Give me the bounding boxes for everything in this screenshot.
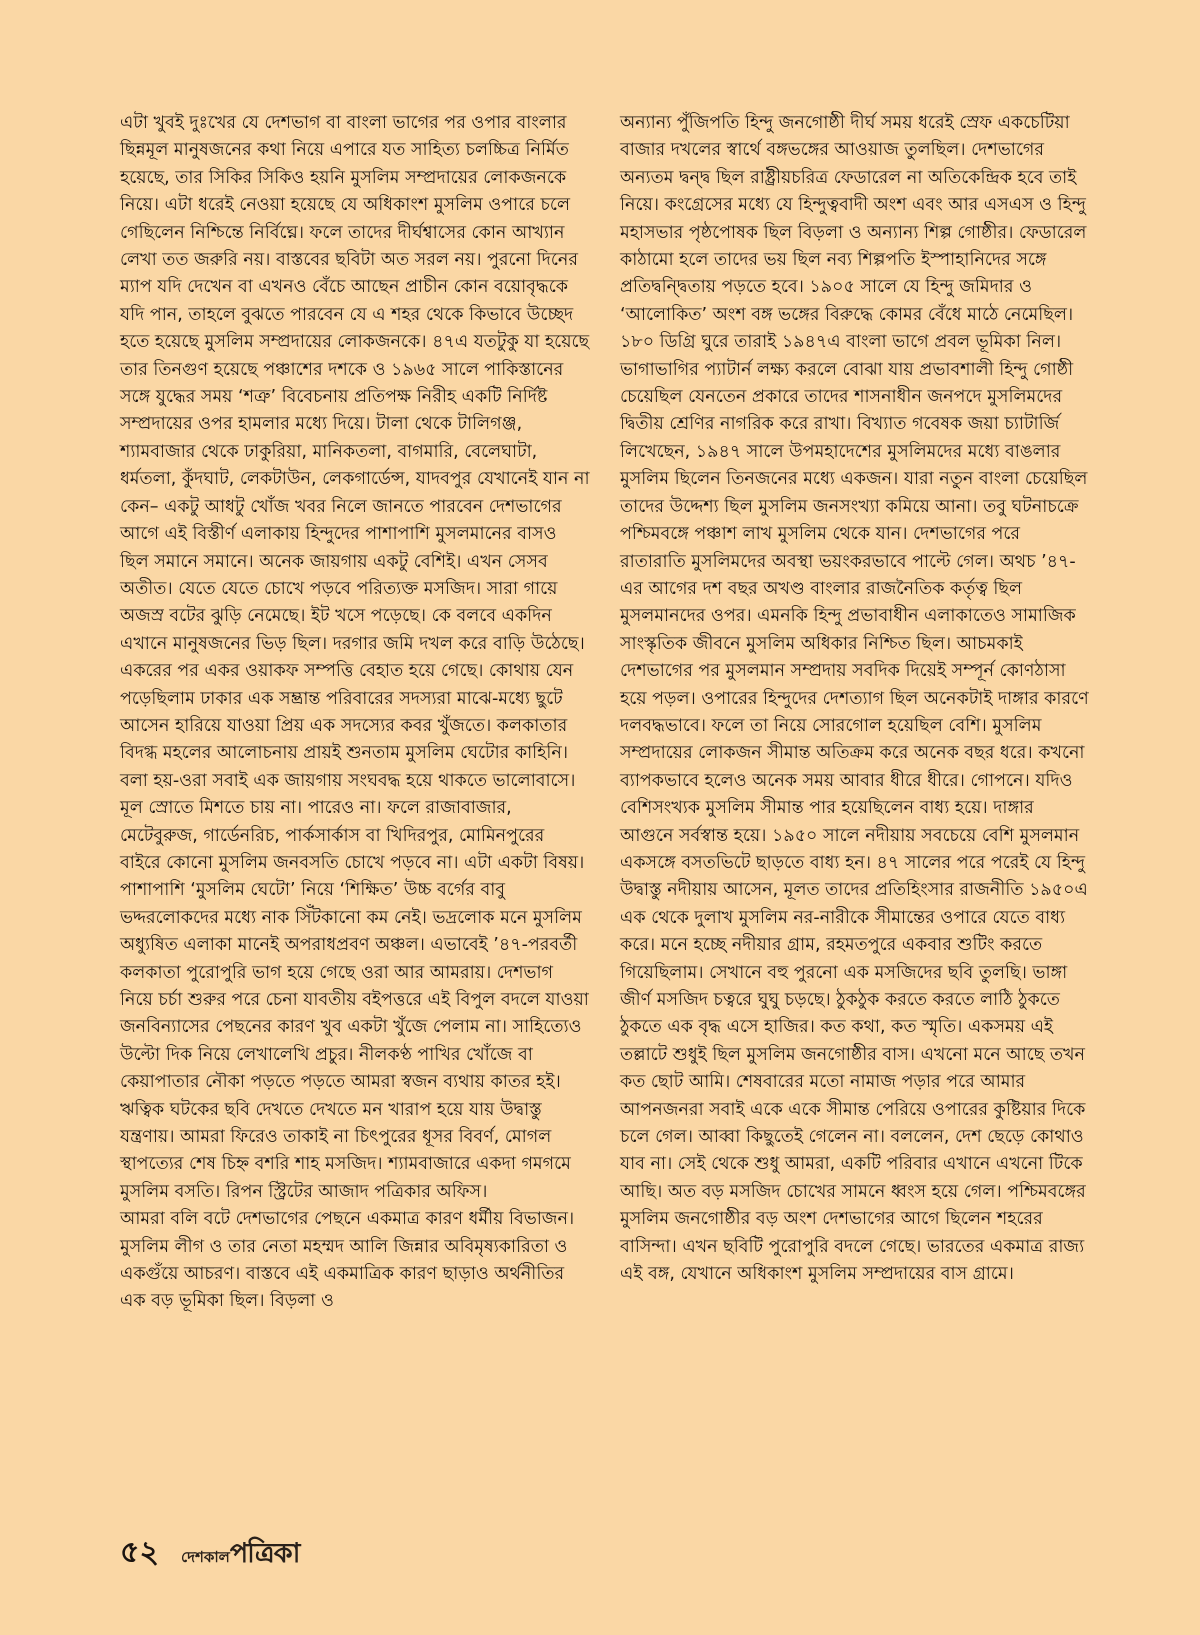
masthead-small-text: দেশকাল: [180, 1548, 230, 1566]
article-paragraph: আমরা বলি বটে দেশভাগের পেছনে একমাত্র কারণ ধর্মীয় বিভাজন। মুসলিম লীগ ও তার নেতা মহম্মদ আলি জিন্নার অবিমৃষ্যকারিতা ও একগুঁয়ে আচরণ। বাস্তবে এই একমাত্রিক কারণ ছাড়াও অর্থনীতির এক বড় ভূমিকা ছিল। বিড়লা ও: [120, 1209, 575, 1312]
article-paragraph: এটা খুবই দুঃখের যে দেশভাগ বা বাংলা ভাগের পর ওপার বাংলার ছিন্নমূল মানুষজনের কথা নিয়ে এপারে যত সাহিত্য চলচ্চিত্র নির্মিত হয়েছে, তার সিকির সিকিও হয়নি মুসলিম সম্প্রদায়ের লোকজনকে নিয়ে। এটা ধরেই নেওয়া হয়েছে যে অধিকাংশ মুসলিম ওপারে চলে গেছিলেন নিশ্চিন্তে নির্বিঘ্নে। ফলে তাদের দীর্ঘশ্বাসের কোন আখ্যান লেখা তত জরুরি নয়। বাস্তবের ছবিটা অত সরল নয়। পুরনো দিনের ম্যাপ যদি দেখেন বা এখনও বেঁচে আছেন প্রাচীন কোন বয়োবৃদ্ধকে যদি পান, তাহলে বুঝতে পারবেন যে এ শহর থেকে কিভাবে উচ্ছেদ হতে হয়েছে মুসলিম সম্প্রদায়ের লোকজনকে। ৪৭এ যতটুকু যা হয়েছে তার তিনগুণ হয়েছে পঞ্চাশের দশকে ও ১৯৬৫ সালে পাকিস্তানের সঙ্গে যুদ্ধের সময় ‘শত্রু’ বিবেচনায় প্রতিপক্ষ নিরীহ একটি নির্দিষ্ট সম্প্রদায়ের ওপর হামলার মধ্যে দিয়ে। টালা থেকে টালিগঞ্জ, শ্যামবাজার থেকে ঢাকুরিয়া, মানিকতলা, বাগমারি, বেলেঘাটা, ধর্মতলা, কুঁদঘাট, লেকটাউন, লেকগার্ডেন্স, যাদবপুর যেখানেই যান না কেন– একটু আধটু খোঁজ খবর নিলে জানতে পারবেন দেশভাগের আগে এই বিস্তীর্ণ এলাকায় হিন্দুদের পাশাপাশি মুসলমানের বাসও ছিল সমানে সমানে। অনেক জায়গায় একটু বেশিই। এখন সেসব অতীত। যেতে যেতে চোখে পড়বে পরিত্যক্ত মসজিদ। সারা গায়ে অজস্র বটের ঝুড়ি নেমেছে। ইট খসে পড়েছে। কে বলবে একদিন এখানে মানুষজনের ভিড় ছিল। দরগার জমি দখল করে বাড়ি উঠেছে। একরের পর একর ওয়াকফ সম্পত্তি বেহাত হয়ে গেছে। কোথায় যেন পড়েছিলাম ঢাকার এক সম্ভ্রান্ত পরিবারের সদস্যরা মাঝে-মধ্যে ছুটে আসেন হারিয়ে যাওয়া প্রিয় এক সদস্যের কবর খুঁজতে। কলকাতার বিদগ্ধ মহলের আলোচনায় প্রায়ই শুনতাম মুসলিম ঘেটোর কাহিনি। বলা হয়-ওরা সবাই এক জায়গায় সংঘবদ্ধ হয়ে থাকতে ভালোবাসে। মূল স্রোতে মিশতে চায় না। পারেও না। ফলে রাজাবাজার, মেটেবুরুজ, গার্ডেনরিচ, পার্কসার্কাস বা খিদিরপুর, মোমিনপুরের বাইরে কোনো মুসলিম জনবসতি চোখে পড়বে না। এটা একটা বিষয়। পাশাপাশি ‘মুসলিম ঘেটো’ নিয়ে ‘শিক্ষিত’ উচ্চ বর্গের বাবু ভদ্দরলোকদের মধ্যে নাক সিঁটকানো কম নেই। ভদ্রলোক মনে মুসলিম অধ্যুষিত এলাকা মানেই অপরাধপ্রবণ অঞ্চল। এভাবেই ’৪৭-পরবর্তী কলকাতা পুরোপুরি ভাগ হয়ে গেছে ওরা আর আমরায়। দেশভাগ নিয়ে চর্চা শুরুর পরে চেনা যাবতীয় বইপত্তরে এই বিপুল বদলে যাওয়া জনবিন্যাসের পেছনের কারণ খুব একটা খুঁজে পেলাম না। সাহিত্যেও উল্টো দিক নিয়ে লেখালেখি প্রচুর। নীলকণ্ঠ পাখির খোঁজে বা কেয়াপাতার নৌকা পড়তে পড়তে আমরা স্বজন ব্যথায় কাতর হই। ঋত্বিক ঘটকের ছবি দেখতে দেখতে মন খারাপ হয়ে যায় উদ্বাস্তু যন্ত্রণায়। আমরা ফিরেও তাকাই না চিৎপুরের ধূসর বিবর্ণ, মোগল স্থাপত্যের শেষ চিহ্ন বশরি শাহ মসজিদ। শ্যামবাজারে একদা গমগমে মুসলিম বসতি। রিপন স্ট্রিটের আজাদ পত্রিকার অফিস।: [120, 113, 590, 1202]
masthead-big-text: পত্রিকা: [229, 1538, 300, 1569]
page-footer: [120, 1528, 299, 1579]
article-left-column: [120, 110, 590, 1316]
page-number: ৫২: [120, 1535, 159, 1570]
magazine-masthead-logo: [181, 1540, 299, 1567]
article-paragraph: অন্যান্য পুঁজিপতি হিন্দু জনগোষ্ঠী দীর্ঘ সময় ধরেই স্রেফ একচেটিয়া বাজার দখলের স্বার্থে বঙ্গভঙ্গের আওয়াজ তুলছিল। দেশভাগের অন্যতম দ্বন্দ্ব ছিল রাষ্ট্রীয়চরিত্র ফেডারেল না অতিকেন্দ্রিক হবে তাই নিয়ে। কংগ্রেসের মধ্যে যে হিন্দুত্ববাদী অংশ এবং আর এসএস ও হিন্দু মহাসভার পৃষ্ঠপোষক ছিল বিড়লা ও অন্যান্য শিল্প গোষ্ঠীর। ফেডারেল কাঠামো হলে তাদের ভয় ছিল নব্য শিল্পপতি ইস্পাহানিদের সঙ্গে প্রতিদ্বন্দ্বিতায় পড়তে হবে। ১৯০৫ সালে যে হিন্দু জমিদার ও ‘আলোকিত’ অংশ বঙ্গ ভঙ্গের বিরুদ্ধে কোমর বেঁধে মাঠে নেমেছিল। ১৮০ ডিগ্রি ঘুরে তারাই ১৯৪৭এ বাংলা ভাগে প্রবল ভূমিকা নিল। ভাগাভাগির প্যাটার্ন লক্ষ্য করলে বোঝা যায় প্রভাবশালী হিন্দু গোষ্ঠী চেয়েছিল যেনতেন প্রকারে তাদের শাসনাধীন জনপদে মুসলিমদের দ্বিতীয় শ্রেণির নাগরিক করে রাখা। বিখ্যাত গবেষক জয়া চ্যাটার্জি লিখেছেন, ১৯৪৭ সালে উপমহাদেশের মুসলিমদের মধ্যে বাঙলার মুসলিম ছিলেন তিনজনের মধ্যে একজন। যারা নতুন বাংলা চেয়েছিল তাদের উদ্দেশ্য ছিল মুসলিম জনসংখ্যা কমিয়ে আনা। তবু ঘটনাচক্রে পশ্চিমবঙ্গে পঞ্চাশ লাখ মুসলিম থেকে যান। দেশভাগের পরে রাতারাতি মুসলিমদের অবস্থা ভয়ংকরভাবে পাল্টে গেল। অথচ ’৪৭-এর আগের দশ বছর অখণ্ড বাংলার রাজনৈতিক কর্তৃত্ব ছিল মুসলমানদের ওপর। এমনকি হিন্দু প্রভাবাধীন এলাকাতেও সামাজিক সাংস্কৃতিক জীবনে মুসলিম অধিকার নিশ্চিত ছিল। আচমকাই দেশভাগের পর মুসলমান সম্প্রদায় সবদিক দিয়েই সম্পূর্ন কোণঠাসা হয়ে পড়ল। ওপারের হিন্দুদের দেশত্যাগ ছিল অনেকটাই দাঙ্গার কারণে দলবদ্ধভাবে। ফলে তা নিয়ে সোরগোল হয়েছিল বেশি। মুসলিম সম্প্রদায়ের লোকজন সীমান্ত অতিক্রম করে অনেক বছর ধরে। কখনো ব্যাপকভাবে হলেও অনেক সময় আবার ধীরে ধীরে। গোপনে। যদিও বেশিসংখ্যক মুসলিম সীমান্ত পার হয়েছিলেন বাধ্য হয়ে। দাঙ্গার আগুনে সর্বস্বান্ত হয়ে। ১৯৫০ সালে নদীয়ায় সবচেয়ে বেশি মুসলমান একসঙ্গে বসতভিটে ছাড়তে বাধ্য হন। ৪৭ সালের পরে পরেই যে হিন্দু উদ্বাস্তু নদীয়ায় আসেন, মূলত তাদের প্রতিহিংসার রাজনীতি ১৯৫০এ এক থেকে দুলাখ মুসলিম নর-নারীকে সীমান্তের ওপারে যেতে বাধ্য করে। মনে হচ্ছে নদীয়ার গ্রাম, রহমতপুরে একবার শুটিং করতে গিয়েছিলাম। সেখানে বহু পুরনো এক মসজিদের ছবি তুলছি। ভাঙ্গা জীর্ণ মসজিদ চত্বরে ঘুঘু চড়ছে। ঠুকঠুক করতে করতে লাঠি ঠুকতে ঠুকতে এক বৃদ্ধ এসে হাজির। কত কথা, কত স্মৃতি। একসময় এই তল্লাটে শুধুই ছিল মুসলিম জনগোষ্ঠীর বাস। এখনো মনে আছে তখন কত ছোট আমি। শেষবারের মতো নামাজ পড়ার পরে আমার আপনজনরা সবাই একে একে সীমান্ত পেরিয়ে ওপারের কুষ্টিয়ার দিকে চলে গেল। আব্বা কিছুতেই গেলেন না। বললেন, দেশ ছেড়ে কোথাও যাব না। সেই থেকে শুধু আমরা, একটি পরিবার এখানে এখনো টিকে আছি। অত বড় মসজিদ চোখের সামনে ধ্বংস হয়ে গেল। পশ্চিমবঙ্গের মুসলিম জনগোষ্ঠীর বড় অংশ দেশভাগের আগে ছিলেন শহরের বাসিন্দা। এখন ছবিটি পুরোপুরি বদলে গেছে। ভারতের একমাত্র রাজ্য এই বঙ্গ, যেখানে অধিকাংশ মুসলিম সম্প্রদায়ের বাস গ্রামে।: [620, 113, 1089, 1285]
article-right-column: [620, 110, 1090, 1288]
